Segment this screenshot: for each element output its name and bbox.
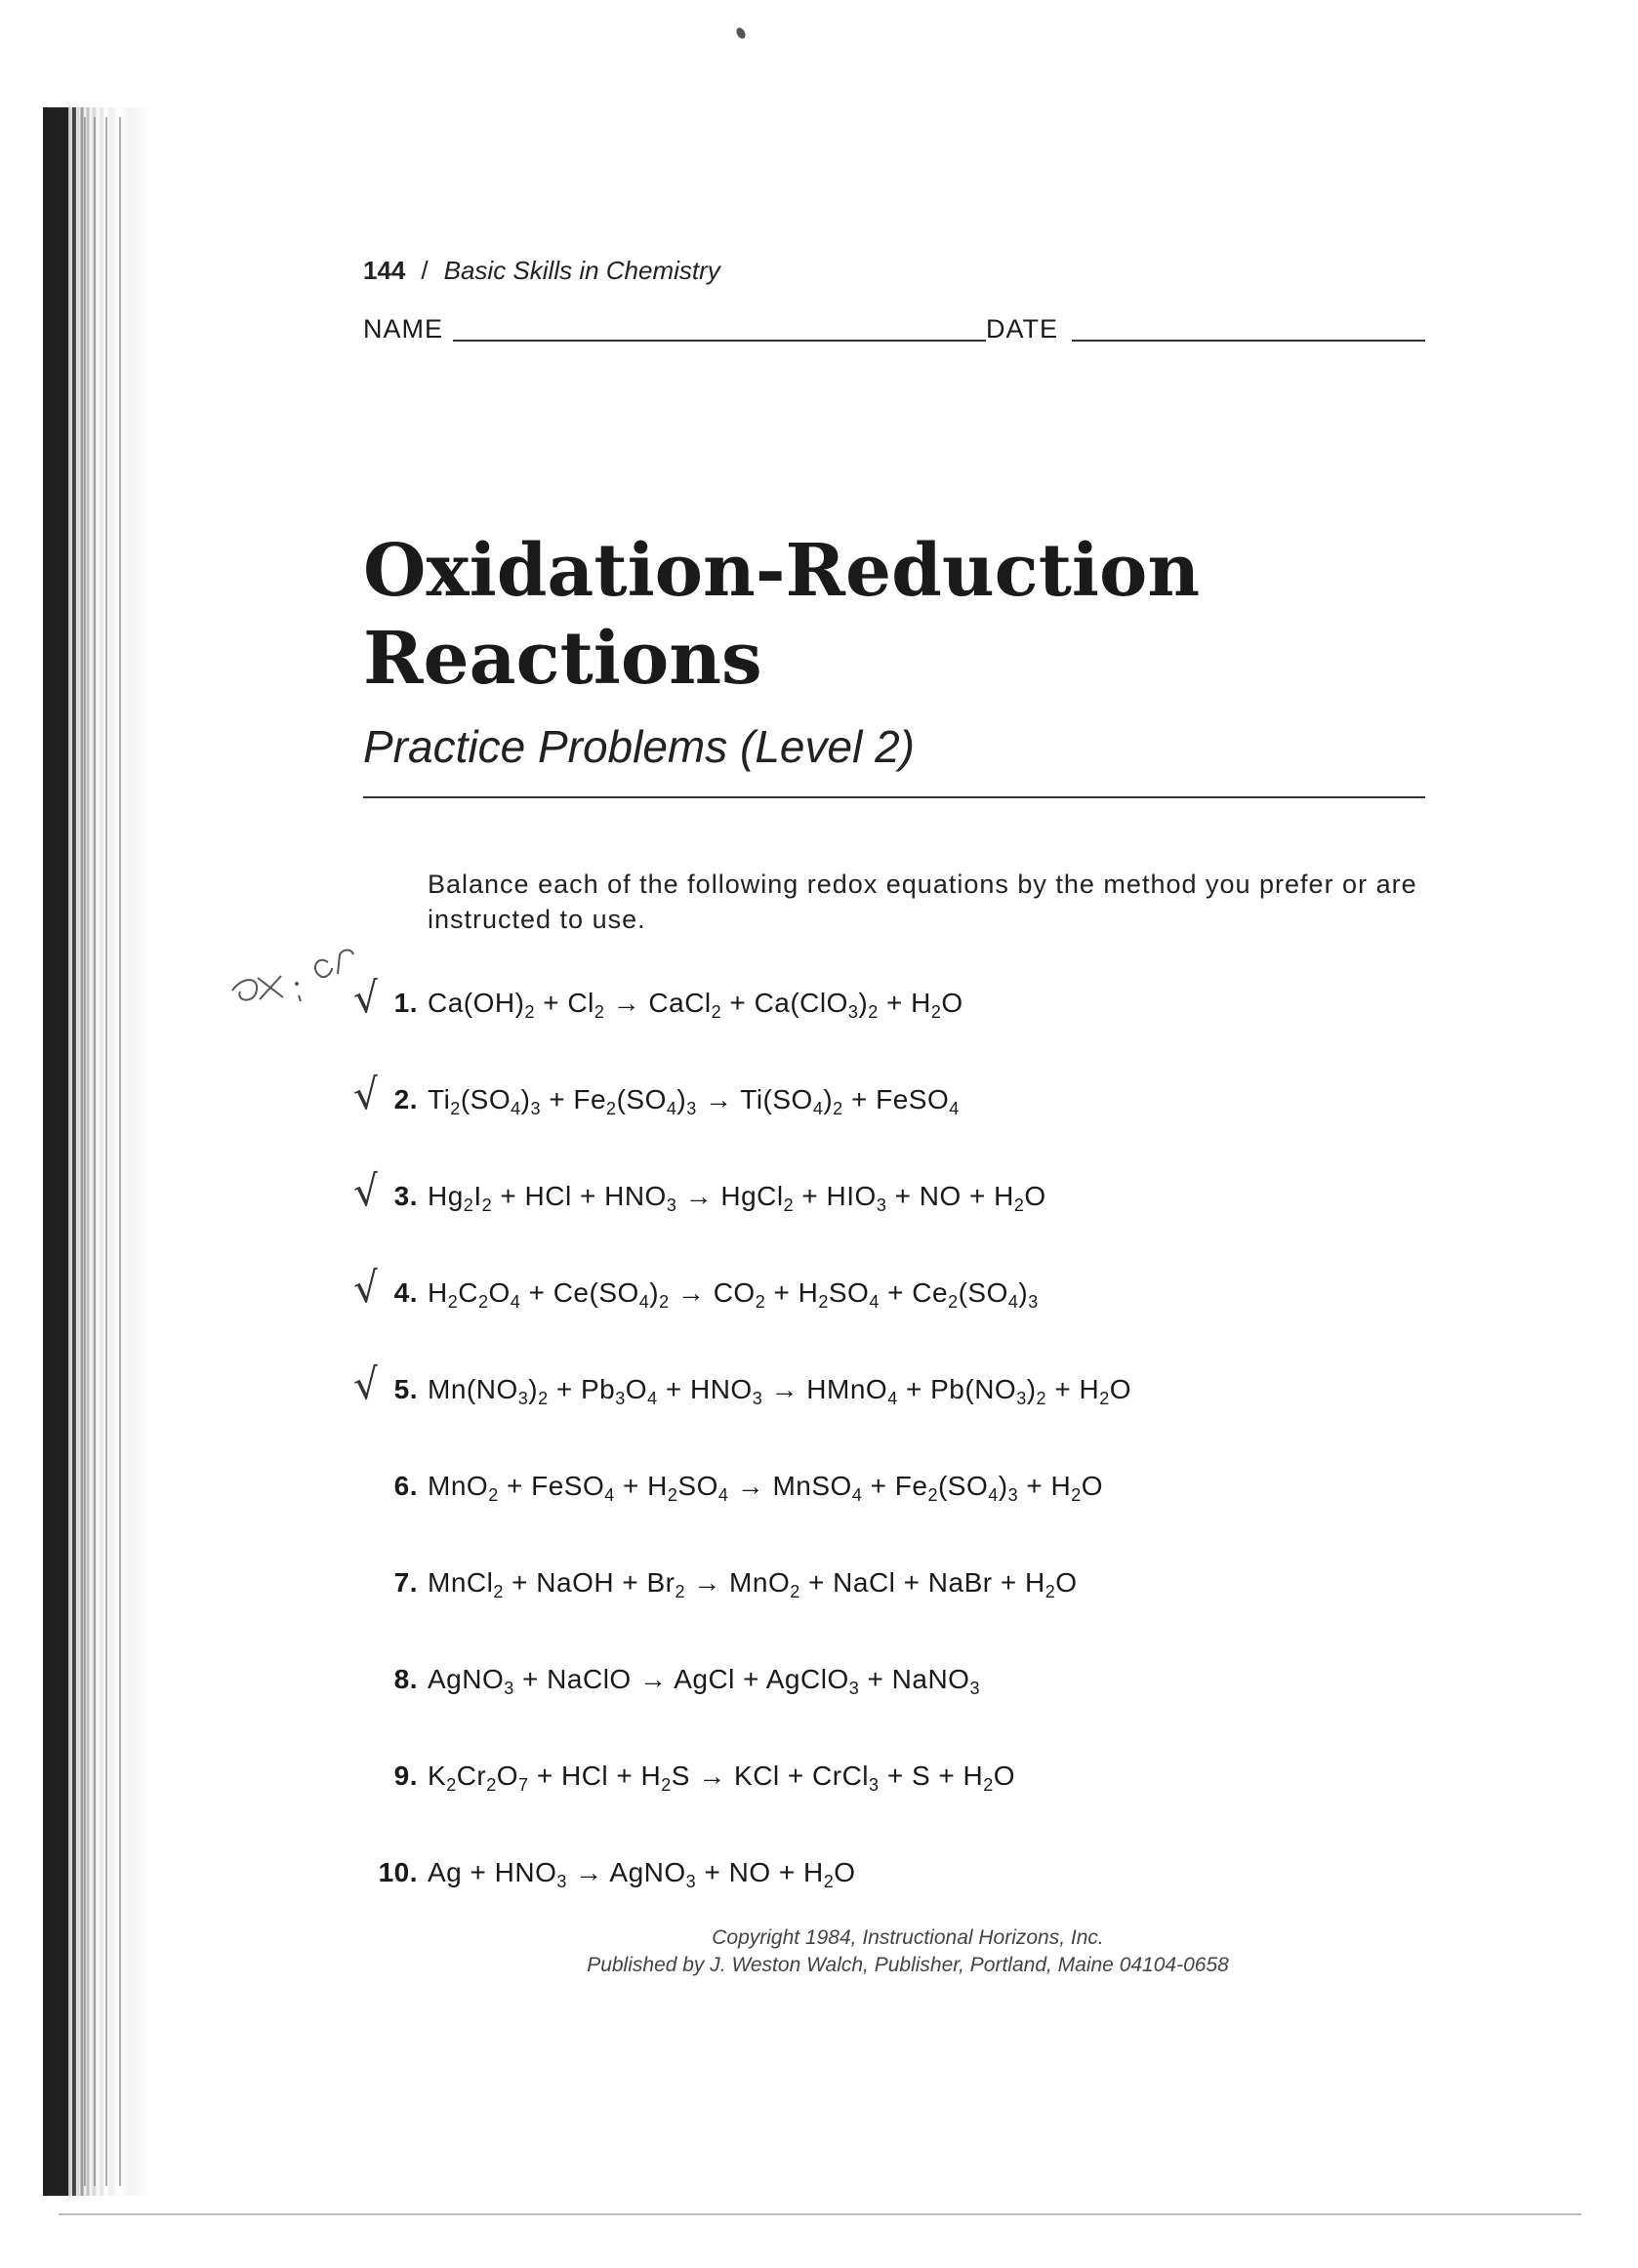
problem-number: 1. [393,988,418,1018]
problem-equation: MnCl$_2$ + NaOH + $Br_2 \to MnO_2$ + NaCl + NaBr + $H_2O$ [428,1567,1078,1601]
check-mark-icon: √ [350,1069,383,1120]
page-edge-line [105,117,107,2186]
problem-item [351,1857,856,1891]
problem-number: 9. [393,1761,418,1791]
problem-equation: $Mn(NO_3)_2 + Pb_3O_4 + HNO_3$ → HMnO$_4$ + $Pb(NO_3)_2 + H_2O$ [428,1374,1131,1408]
scan-speck [735,26,748,40]
problem-equation: AgNO$_3$ + NaClO → AgCl + AgClO$_3$ + NaNO$_3$ [428,1664,980,1698]
problem-item [351,1277,1039,1312]
problem-item [351,1374,1131,1408]
problem-number: 4. [393,1277,418,1308]
problem-equation: $Ag + HNO_3$ → AgNO$_3$ + NO + $H_2O$ [428,1857,856,1891]
page-edge-line [94,117,96,2186]
check-mark-icon: √ [350,1358,383,1410]
running-header [363,256,720,286]
problem-equation: $Ti_2(SO_4)_3 + Fe_2(SO_4)_3 \to Ti(SO_4)_2$ + FeSO$_4$ [428,1084,960,1118]
book-title: Basic Skills in Chemistry [443,256,720,285]
date-field-line[interactable] [1072,340,1425,342]
problem-equation: $H_2C_2O_4 + Ce(SO_4)_2 \to CO_2 + H_2SO_4 + Ce_2(SO_4)_3$ [428,1277,1039,1312]
problem-equation: $Ca(OH)_2 + Cl_2$ → CaCl$_2$ + $Ca(ClO_3)_2 + H_2O$ [428,988,963,1022]
problem-equation: $Hg_2I_2$ + HCl + $HNO_3$ → HgCl$_2$ + $HIO_3$ + NO + $H_2O$ [428,1181,1046,1215]
check-mark-icon: √ [350,1262,383,1314]
problem-number: 3. [393,1181,418,1211]
page-number: 144 [363,256,406,285]
problem-equation: MnO$_2$ + FeSO$_4$ + $H_2SO_4$ → MnSO$_4$ + $Fe_2(SO_4)_3 + H_2O$ [428,1471,1104,1505]
problem-item [351,1471,1104,1505]
problem-number: 5. [393,1374,418,1404]
check-mark-icon: √ [350,1165,383,1217]
problem-number: 2. [393,1084,418,1114]
title-line-1: Oxidation-Reduction [363,529,1201,613]
problem-item [351,1084,960,1118]
page-subtitle: Practice Problems (Level 2) [363,721,915,772]
page-title [363,527,1200,703]
page-bottom-edge [59,2213,1581,2215]
problem-number: 7. [393,1567,418,1598]
problem-number: 10. [378,1857,418,1887]
date-label: DATE [986,314,1059,344]
check-mark-icon: √ [350,972,383,1024]
publisher-line: Published by J. Weston Walch, Publisher, Portland, Maine 04104-0658 [587,1954,1229,1976]
problem-item [351,1664,980,1698]
page-edge-line [119,117,121,2186]
problem-equation: $K_2Cr_2O_7$ + HCl + $H_2S$ → KCl + CrCl$_3$ + $S + H_2O$ [428,1761,1016,1795]
problem-item [351,1181,1046,1215]
problem-item [351,1761,1016,1795]
book-spine-shadow [43,107,68,2196]
instructions: Balance each of the following redox equations by the method you prefer or are instructed to use. [428,870,1417,934]
problem-number: 8. [393,1664,418,1694]
header-separator: / [421,256,429,285]
page-edge-line [84,117,86,2186]
problem-item [351,1567,1078,1599]
problem-number: 6. [393,1471,418,1501]
problem-item [351,988,963,1022]
copyright-line: Copyright 1984, Instructional Horizons, Inc. [712,1926,1104,1949]
copyright-notice [430,1924,1386,1979]
title-divider [363,796,1425,798]
name-field-line[interactable] [453,340,986,342]
name-label: NAME [363,314,444,344]
title-line-2: Reactions [363,617,762,701]
